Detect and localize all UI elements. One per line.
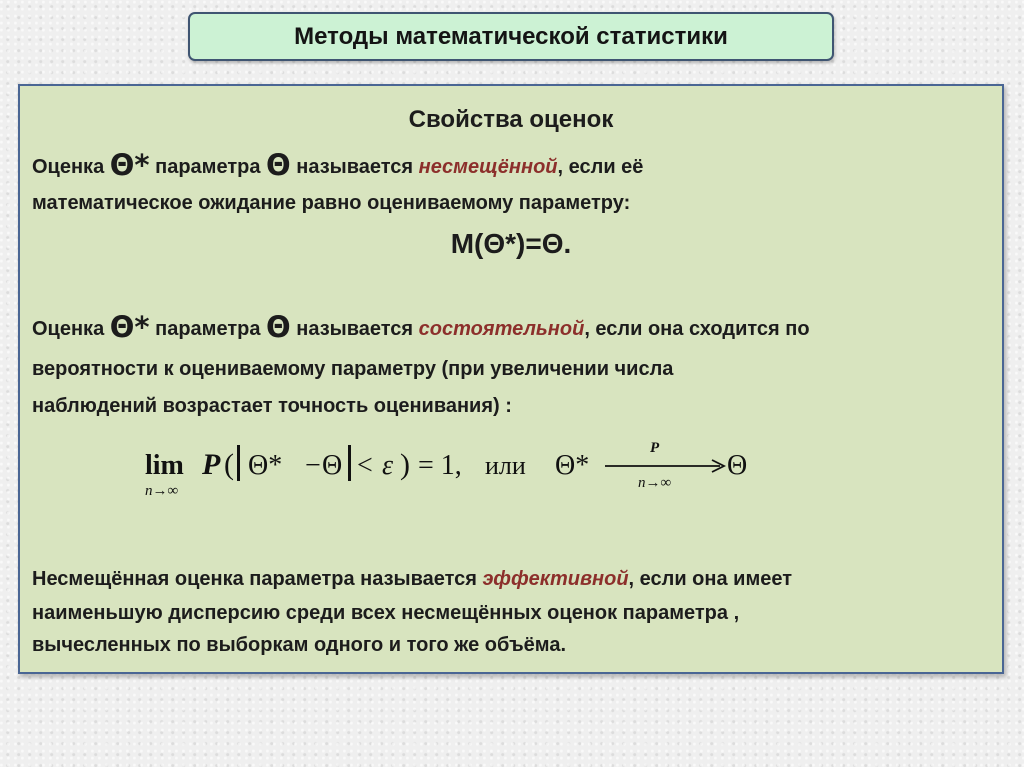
- p3-line2: наименьшую дисперсию среди всех несмещённых оценок параметра ,: [32, 602, 740, 624]
- formula-theta: Θ: [322, 450, 343, 481]
- slide-title: Методы математической статистики: [294, 22, 728, 50]
- or-text: или: [485, 451, 526, 480]
- p1-text-d: , если её: [557, 156, 644, 178]
- p3-text-a: Несмещённая оценка параметра называется: [32, 568, 483, 590]
- theta-star-symbol: Θ*: [109, 310, 150, 344]
- p1-text-b: параметра: [149, 156, 267, 178]
- prob-P: P: [202, 448, 221, 481]
- p3-line1: [32, 568, 792, 591]
- p2-text-c: называется: [290, 318, 419, 340]
- abs-bar-left: [237, 445, 240, 481]
- less-than: <: [357, 450, 373, 481]
- p2-line2: вероятности к оцениваемому параметру (при увеличении числа: [32, 358, 674, 380]
- p2-text-a: Оценка: [32, 318, 110, 340]
- minus-sign: −: [305, 450, 321, 481]
- theta-symbol: Θ: [266, 310, 291, 344]
- arrow-label-top: P: [650, 440, 660, 456]
- term-consistent: состоятельной: [418, 318, 585, 340]
- epsilon: ε: [382, 450, 394, 481]
- title-box: [188, 12, 834, 61]
- content-box: [18, 84, 1004, 674]
- paren-open: (: [224, 448, 234, 481]
- abs-bar-right: [348, 445, 351, 481]
- term-efficient: эффективной: [482, 568, 629, 590]
- equals-one: = 1,: [418, 450, 462, 481]
- p3-line3: вычесленных по выборкам одного и того же объёма.: [32, 634, 566, 656]
- p3-text-b: , если она имеет: [628, 568, 793, 590]
- theta-star-symbol: Θ*: [109, 148, 150, 182]
- p2-line3: наблюдений возрастает точность оценивания) :: [32, 395, 512, 417]
- p1-line2: математическое ожидание равно оцениваемому параметру:: [32, 192, 631, 214]
- lim-subscript: n→∞: [145, 483, 179, 499]
- p1-text-a: Оценка: [32, 156, 110, 178]
- term-unbiased: несмещённой: [418, 156, 558, 178]
- p1-text-c: называется: [290, 156, 419, 178]
- paren-close: ): [400, 448, 410, 481]
- formula-theta-star-2: Θ*: [555, 450, 590, 481]
- arrow-label-bottom: n→∞: [638, 475, 672, 491]
- lim-text: lim: [145, 450, 184, 481]
- formula-theta-right: Θ: [727, 450, 748, 481]
- theta-symbol: Θ: [266, 148, 291, 182]
- formula-theta-star: Θ*: [248, 450, 283, 481]
- section-heading: Свойства оценок: [408, 106, 614, 133]
- p2-text-d: , если она сходится по: [584, 318, 810, 340]
- formula-expectation: M(Θ*)=Θ.: [450, 228, 572, 259]
- p2-text-b: параметра: [149, 318, 267, 340]
